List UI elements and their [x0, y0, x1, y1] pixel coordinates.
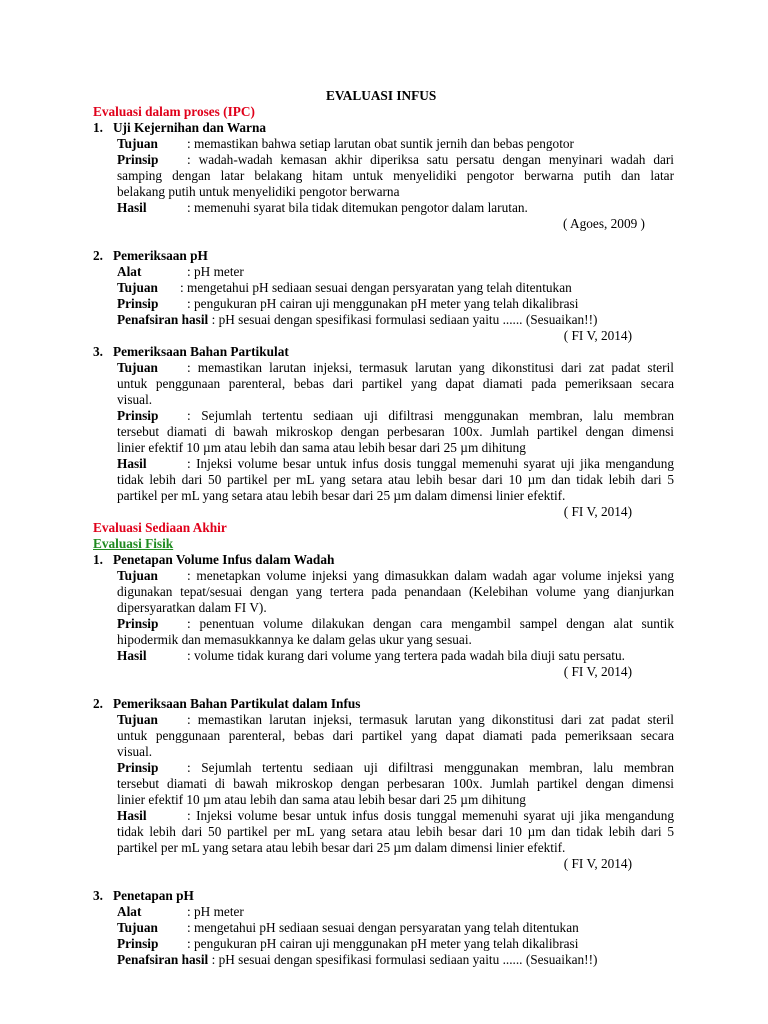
field-value: : pH meter: [187, 904, 244, 919]
field-label: Prinsip: [117, 408, 159, 423]
subsection-title: 2. Pemeriksaan Bahan Partikulat dalam Infus: [93, 696, 361, 711]
field-label: Hasil: [117, 456, 147, 471]
field-value-cont: linier efektif 10 µm atau lebih dan sama atau lebih besar dari 25 µm dihitung: [117, 440, 526, 455]
field-value-cont: digunakan tepat/sesuai dengan yang tertera pada penandaan (Kelebihan volume yang dianjurkan: [117, 584, 674, 599]
field-row: [117, 280, 572, 296]
field-label: Tujuan: [117, 712, 158, 727]
field-row: [117, 408, 674, 424]
field-row: [117, 952, 597, 968]
field-value-cont: samping dengan latar belakang hitam untuk menyelidiki pengotor berwarna putih dan latar: [117, 168, 674, 183]
field-value: : Injeksi volume besar untuk infus dosis tunggal memenuhi syarat uji jika mengandung: [187, 808, 674, 823]
field-value: : mengetahui pH sediaan sesuai dengan persyaratan yang telah ditentukan: [180, 280, 572, 295]
field-value: : pengukuran pH cairan uji menggunakan pH meter yang telah dikalibrasi: [187, 296, 579, 311]
field-value: : pengukuran pH cairan uji menggunakan pH meter yang telah dikalibrasi: [187, 936, 579, 951]
field-row: [117, 152, 674, 168]
field-label: Hasil: [117, 200, 147, 215]
field-value-cont: tersebut diamati di bawah mikroskop dengan perbesaran 100x. Jumlah partikel dengan dimensi: [117, 776, 674, 791]
field-row: [117, 648, 625, 664]
section-heading-akhir: Evaluasi Sediaan Akhir: [93, 520, 227, 535]
field-value-cont: untuk penggunaan parenteral, bebas dari partikel yang dapat diamati pada pemeriksaan secara: [117, 376, 674, 391]
reference: ( Agoes, 2009 ): [563, 216, 645, 231]
field-value-cont: partikel per mL yang setara atau lebih besar dari 25 µm dalam dimensi linier efektif.: [117, 840, 566, 855]
field-value: : memastikan larutan injeksi, termasuk larutan yang dikonstitusi dari zat padat steril: [187, 712, 674, 727]
field-label: Tujuan: [117, 360, 158, 375]
field-label: Alat: [117, 904, 142, 919]
field-value-cont: tersebut diamati di bawah mikroskop dengan perbesaran 100x. Jumlah partikel dengan dimensi: [117, 424, 674, 439]
field-value: : pH meter: [187, 264, 244, 279]
field-value: : mengetahui pH sediaan sesuai dengan persyaratan yang telah ditentukan: [187, 920, 579, 935]
field-row: [117, 136, 574, 152]
field-value: : Sejumlah tertentu sediaan uji difiltrasi menggunakan membran, lalu membran: [187, 760, 674, 775]
reference: ( FI V, 2014): [563, 328, 632, 343]
field-label: Tujuan: [117, 568, 158, 583]
page-title: EVALUASI INFUS: [326, 88, 437, 103]
field-value-cont: tidak lebih dari 50 partikel per mL yang setara atau lebih besar dari 10 µm dan tidak lebih dari 5: [117, 472, 674, 487]
field-label: Prinsip: [117, 152, 159, 167]
field-value: : memastikan bahwa setiap larutan obat suntik jernih dan bebas pengotor: [187, 136, 574, 151]
field-value: : Injeksi volume besar untuk infus dosis tunggal memenuhi syarat uji jika mengandung: [187, 456, 674, 471]
field-label: Penafsiran hasil: [117, 312, 209, 327]
field-label: Hasil: [117, 808, 147, 823]
field-row: [117, 296, 578, 312]
field-value: : pH sesuai dengan spesifikasi formulasi sediaan yaitu ...... (Sesuaikan!!): [211, 312, 598, 327]
field-row: [117, 568, 674, 584]
field-value-cont: visual.: [117, 392, 153, 407]
subsection-title: 2. Pemeriksaan pH: [93, 248, 208, 263]
field-row: [117, 456, 674, 472]
field-value: : memenuhi syarat bila tidak ditemukan pengotor dalam larutan.: [187, 200, 528, 215]
field-value-cont: hipodermik dan memasukkannya ke dalam gelas ukur yang sesuai.: [117, 632, 472, 647]
field-value: : pH sesuai dengan spesifikasi formulasi sediaan yaitu ...... (Sesuaikan!!): [211, 952, 598, 967]
field-label: Tujuan: [117, 920, 158, 935]
reference: ( FI V, 2014): [563, 504, 632, 519]
field-row: [117, 760, 674, 776]
field-value-cont: tidak lebih dari 50 partikel per mL yang setara atau lebih besar dari 10 µm dan tidak lebih dari 5: [117, 824, 674, 839]
field-value: : wadah-wadah kemasan akhir diperiksa satu persatu dengan menyinari wadah dari: [187, 152, 674, 167]
field-row: [117, 264, 244, 280]
subsection-title: 3. Penetapan pH: [93, 888, 194, 903]
field-label: Prinsip: [117, 936, 159, 951]
field-value: : menetapkan volume injeksi yang dimasukkan dalam wadah agar volume injeksi yang: [187, 568, 674, 583]
field-label: Prinsip: [117, 616, 159, 631]
field-value-cont: visual.: [117, 744, 153, 759]
field-label: Hasil: [117, 648, 147, 663]
field-value: : penentuan volume dilakukan dengan cara mengambil sampel dengan alat suntik: [187, 616, 674, 631]
section-subheading-fisik: Evaluasi Fisik: [93, 536, 174, 551]
field-row: [117, 616, 674, 632]
subsection-title: 1. Penetapan Volume Infus dalam Wadah: [93, 552, 335, 567]
field-row: [117, 904, 244, 920]
reference: ( FI V, 2014): [563, 856, 632, 871]
field-value-cont: linier efektif 10 µm atau lebih dan sama atau lebih besar dari 25 µm dihitung: [117, 792, 526, 807]
subsection-title: 3. Pemeriksaan Bahan Partikulat: [93, 344, 289, 359]
field-row: [117, 200, 528, 216]
reference: ( FI V, 2014): [563, 664, 632, 679]
field-label: Prinsip: [117, 296, 159, 311]
field-row: [117, 360, 674, 376]
field-label: Tujuan: [117, 136, 158, 151]
field-value: : memastikan larutan injeksi, termasuk larutan yang dikonstitusi dari zat padat steril: [187, 360, 674, 375]
field-value: : Sejumlah tertentu sediaan uji difiltrasi menggunakan membran, lalu membran: [187, 408, 674, 423]
field-value-cont: dipersyaratkan dalam FI V).: [117, 600, 267, 615]
field-value-cont: untuk penggunaan parenteral, bebas dari partikel yang dapat diamati pada pemeriksaan secara: [117, 728, 674, 743]
field-label: Penafsiran hasil: [117, 952, 209, 967]
field-value-cont: partikel per mL yang setara atau lebih besar dari 25 µm dalam dimensi linier efektif.: [117, 488, 566, 503]
subsection-title: 1. Uji Kejernihan dan Warna: [93, 120, 267, 135]
field-row: [117, 808, 674, 824]
field-label: Alat: [117, 264, 142, 279]
field-value-cont: belakang putih untuk menyelidiki pengotor berwarna: [117, 184, 400, 199]
field-row: [117, 920, 579, 936]
field-row: [117, 312, 597, 328]
field-row: [117, 936, 578, 952]
field-label: Prinsip: [117, 760, 159, 775]
field-row: [117, 712, 674, 728]
field-label: Tujuan: [117, 280, 158, 295]
field-value: : volume tidak kurang dari volume yang tertera pada wadah bila diuji satu persatu.: [187, 648, 625, 663]
section-heading-ipc: Evaluasi dalam proses (IPC): [93, 104, 255, 119]
